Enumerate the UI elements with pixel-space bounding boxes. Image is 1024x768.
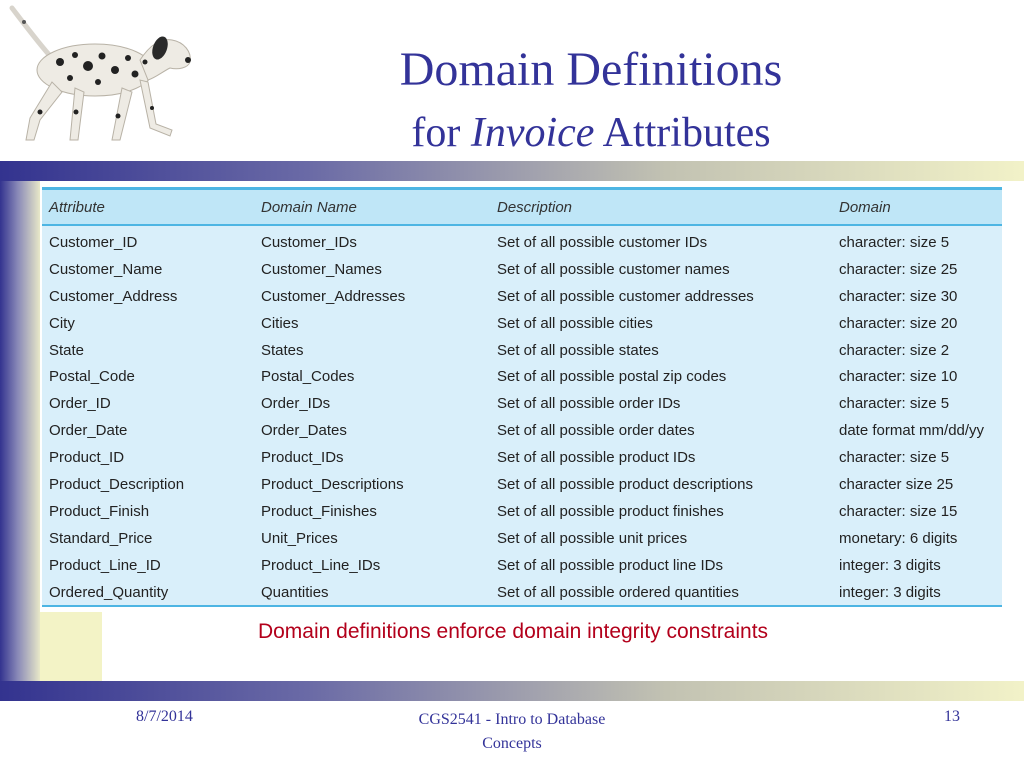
cell-description: Set of all possible postal zip codes <box>497 368 727 386</box>
cell-domain: date format mm/dd/yy <box>839 422 985 440</box>
table-row <box>42 552 1002 579</box>
table-row <box>42 525 1002 552</box>
cell-domain: character: size 5 <box>839 233 950 251</box>
cell-attribute: Postal_Code <box>49 368 135 386</box>
top-decor-band <box>0 161 1024 181</box>
cell-description: Set of all possible ordered quantities <box>497 583 739 601</box>
cell-domain: integer: 3 digits <box>839 556 941 574</box>
cell-domain: character: size 30 <box>839 287 958 305</box>
cell-domain-name: Order_IDs <box>261 395 331 413</box>
cell-description: Set of all possible product finishes <box>497 502 724 520</box>
table-row <box>42 310 1002 337</box>
cell-description: Set of all possible order IDs <box>497 395 681 413</box>
cell-description: Set of all possible product line IDs <box>497 556 723 574</box>
table-row <box>42 283 1002 310</box>
cell-attribute: Product_Description <box>49 475 185 493</box>
table-row <box>42 471 1002 498</box>
cell-domain-name: Product_Finishes <box>261 502 377 520</box>
subtitle-italic-word: Invoice <box>470 110 595 156</box>
table-row <box>42 390 1002 417</box>
bottom-decor-band <box>0 681 1024 701</box>
footer-date: 8/7/2014 <box>136 708 193 725</box>
cell-attribute: Order_ID <box>49 395 111 413</box>
cell-domain-name: Product_Descriptions <box>261 475 404 493</box>
cell-domain: character: size 10 <box>839 368 958 386</box>
cell-description: Set of all possible customer IDs <box>497 233 708 251</box>
cell-description: Set of all possible cities <box>497 314 653 332</box>
cell-attribute: Product_ID <box>49 449 125 467</box>
cell-domain: character: size 15 <box>839 502 958 520</box>
cell-domain-name: Product_IDs <box>261 449 344 467</box>
cell-domain-name: Customer_Names <box>261 260 382 278</box>
cell-attribute: City <box>49 314 75 332</box>
cell-domain: character: size 2 <box>839 341 950 359</box>
cell-description: Set of all possible unit prices <box>497 529 688 547</box>
cell-domain: monetary: 6 digits <box>839 529 958 547</box>
cell-attribute: Standard_Price <box>49 529 153 547</box>
table-row <box>42 498 1002 525</box>
cell-domain-name: Cities <box>261 314 299 332</box>
table-row <box>42 579 1002 606</box>
table-row <box>42 417 1002 444</box>
header-domain: Domain <box>839 198 891 216</box>
header-description: Description <box>497 198 573 216</box>
cell-domain-name: Order_Dates <box>261 422 347 440</box>
cell-attribute: Product_Finish <box>49 502 150 520</box>
dalmatian-dog-illustration <box>0 0 200 150</box>
cell-attribute: Ordered_Quantity <box>49 583 169 601</box>
note-text: Domain definitions enforce domain integrity constraints <box>257 620 769 643</box>
cell-attribute: Customer_Address <box>49 287 178 305</box>
cell-domain-name: Quantities <box>261 583 329 601</box>
table-row <box>42 444 1002 471</box>
footer-course-line1: CGS2541 - Intro to Database <box>418 711 606 728</box>
cell-attribute: Product_Line_ID <box>49 556 161 574</box>
cell-attribute: State <box>49 341 85 359</box>
slide-subtitle <box>236 108 946 158</box>
table-row <box>42 229 1002 256</box>
cell-attribute: Customer_Name <box>49 260 163 278</box>
cell-attribute: Order_Date <box>49 422 128 440</box>
cell-description: Set of all possible customer names <box>497 260 730 278</box>
cell-domain-name: Customer_IDs <box>261 233 357 251</box>
subtitle-suffix: Attributes <box>602 110 771 156</box>
header-attribute: Attribute <box>49 198 105 216</box>
cell-domain-name: Product_Line_IDs <box>261 556 381 574</box>
cell-description: Set of all possible states <box>497 341 659 359</box>
cell-domain: character size 25 <box>839 475 954 493</box>
footer-course-line2: Concepts <box>482 735 542 752</box>
cell-domain: integer: 3 digits <box>839 583 941 601</box>
cell-attribute: Customer_ID <box>49 233 138 251</box>
table-row <box>42 256 1002 283</box>
table-row <box>42 363 1002 390</box>
left-decor-band <box>0 181 40 681</box>
slide-title: Domain Definitions <box>399 43 783 96</box>
cell-domain: character: size 5 <box>839 449 950 467</box>
subtitle-prefix: for <box>411 110 461 156</box>
table-body <box>42 226 1002 605</box>
table-header <box>42 190 1002 226</box>
cell-domain: character: size 20 <box>839 314 958 332</box>
cell-domain-name: Customer_Addresses <box>261 287 406 305</box>
footer-course <box>390 708 634 756</box>
cell-description: Set of all possible customer addresses <box>497 287 754 305</box>
cell-description: Set of all possible order dates <box>497 422 695 440</box>
left-decor-block <box>40 612 102 681</box>
cell-domain-name: Postal_Codes <box>261 368 355 386</box>
cell-description: Set of all possible product descriptions <box>497 475 753 493</box>
cell-domain: character: size 5 <box>839 395 950 413</box>
cell-domain-name: Unit_Prices <box>261 529 338 547</box>
footer-page-number: 13 <box>944 708 960 725</box>
table-row <box>42 337 1002 364</box>
header-domain-name: Domain Name <box>261 198 357 216</box>
cell-domain-name: States <box>261 341 304 359</box>
cell-domain: character: size 25 <box>839 260 958 278</box>
domain-definitions-table <box>42 187 1002 607</box>
cell-description: Set of all possible product IDs <box>497 449 696 467</box>
